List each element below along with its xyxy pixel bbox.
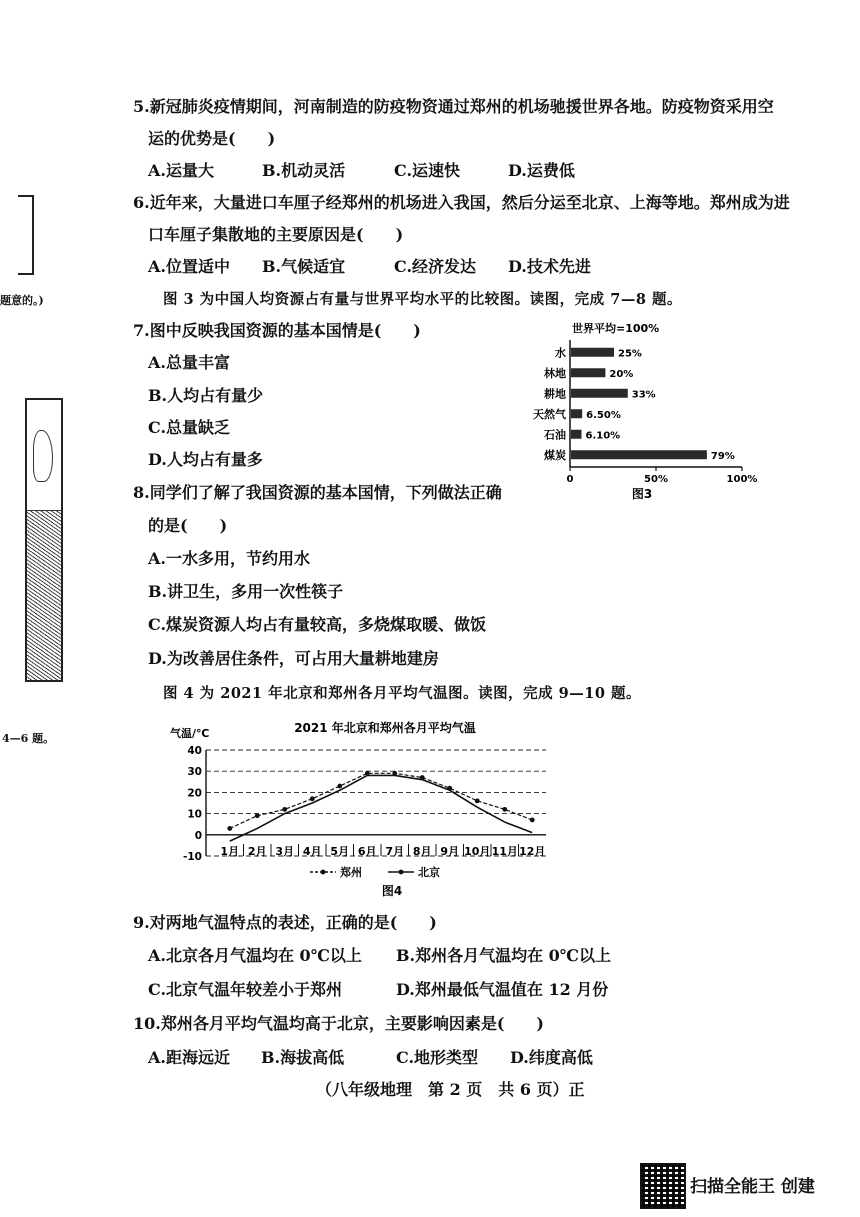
q8-option-d: D.为改善居住条件，可占用大量耕地建房 xyxy=(148,649,439,668)
margin-note-bottom: 4—6 题。 xyxy=(2,732,55,745)
q8-option-b: B.讲卫生，多用一次性筷子 xyxy=(148,582,344,601)
fig3-x-tick-label: 50% xyxy=(644,474,668,485)
fig3-bar xyxy=(571,450,707,459)
margin-map-fragment xyxy=(25,398,63,682)
scanner-watermark: 扫描全能王 创建 xyxy=(690,1177,815,1197)
fig4-legend-label: 北京 xyxy=(418,866,440,879)
q9-stem: 9.对两地气温特点的表述，正确的是( ) xyxy=(133,913,437,932)
q5-option-a: A.运量大 xyxy=(148,161,214,180)
q7-stem: 7.图中反映我国资源的基本国情是( ) xyxy=(133,321,421,340)
fig3-bar-chart xyxy=(520,316,780,506)
fig4-point xyxy=(530,818,535,823)
fig4-y-tick-label: 30 xyxy=(187,766,202,779)
q6-line1: 6.近年来，大量进口车厘子经郑州的机场进入我国，然后分运至北京、上海等地。郑州成为进 xyxy=(133,193,790,212)
q7-option-b: B.人均占有量少 xyxy=(148,386,264,405)
fig4-x-tick-label: 3月 xyxy=(275,845,295,858)
fig3-bar xyxy=(571,409,582,418)
fig3-x-tick-label: 0 xyxy=(566,474,574,485)
fig3-category-label: 耕地 xyxy=(544,387,566,401)
q9-option-c: C.北京气温年较差小于郑州 xyxy=(148,980,343,999)
margin-bracket xyxy=(18,195,34,275)
q6-option-b: B.气候适宜 xyxy=(262,257,346,276)
q10-option-d: D.纬度高低 xyxy=(510,1048,593,1067)
margin-note-top: 题意的。) xyxy=(0,294,44,307)
fig4-x-tick-label: 5月 xyxy=(330,845,350,858)
fig3-category-label: 煤炭 xyxy=(544,448,566,462)
q8-option-c: C.煤炭资源人均占有量较高，多烧煤取暖、做饭 xyxy=(148,615,487,634)
fig3-value-label: 79% xyxy=(710,450,735,462)
fig4-point xyxy=(310,796,315,801)
fig4-line-chart xyxy=(160,712,580,902)
q8-line2: 的是( ) xyxy=(148,516,228,535)
q5-line1: 5.新冠肺炎疫情期间，河南制造的防疫物资通过郑州的机场驰援世界各地。防疫物资采用空 xyxy=(133,97,774,116)
fig4-point xyxy=(337,784,342,789)
q5-option-c: C.运速快 xyxy=(394,161,461,180)
q9-option-d: D.郑州最低气温值在 12 月份 xyxy=(396,980,609,999)
fig4-y-tick-label: -10 xyxy=(183,851,202,863)
q6-line2: 口车厘子集散地的主要原因是( ) xyxy=(148,225,404,244)
fig3-caption: 图3 xyxy=(631,487,653,501)
fig4-point xyxy=(475,798,480,803)
fig3-value-label: 6.10% xyxy=(585,430,621,442)
q6-option-c: C.经济发达 xyxy=(394,257,477,276)
fig4-caption: 图4 xyxy=(381,884,403,898)
intro-fig3: 图 3 为中国人均资源占有量与世界平均水平的比较图。读图，完成 7—8 题。 xyxy=(163,291,682,308)
q10-option-a: A.距海远近 xyxy=(148,1048,230,1067)
fig4-y-tick-label: 0 xyxy=(194,829,202,842)
fig3-value-label: 6.50% xyxy=(586,409,621,421)
q10-option-b: B.海拔高低 xyxy=(261,1048,345,1067)
fig4-point xyxy=(502,807,507,812)
fig4-legend-label: 郑州 xyxy=(340,866,362,879)
fig3-value-label: 25% xyxy=(618,348,642,360)
fig3-value-label: 33% xyxy=(631,389,656,401)
fig4-y-tick-label: 10 xyxy=(187,808,202,821)
fig4-y-tick-label: 40 xyxy=(187,745,202,757)
q9-option-a: A.北京各月气温均在 0℃以上 xyxy=(148,946,362,965)
fig4-series-line-郑州 xyxy=(230,773,533,828)
q10-stem: 10.郑州各月平均气温均高于北京，主要影响因素是( ) xyxy=(133,1014,544,1033)
page-footer: （八年级地理 第 2 页 共 6 页）正 xyxy=(316,1080,585,1099)
q7-option-d: D.人均占有量多 xyxy=(148,450,263,469)
fig3-category-label: 林地 xyxy=(544,366,566,380)
q5-line2: 运的优势是( ) xyxy=(148,129,276,148)
fig4-x-tick-label: 1月 xyxy=(220,845,240,858)
fig3-title: 世界平均=100% xyxy=(572,322,660,335)
q7-option-a: A.总量丰富 xyxy=(148,353,230,372)
q10-option-c: C.地形类型 xyxy=(396,1048,479,1067)
fig4-legend-marker xyxy=(399,870,404,875)
fig4-x-tick-label: 9月 xyxy=(440,845,460,858)
fig3-bar xyxy=(571,430,581,439)
fig3-bar xyxy=(571,348,614,357)
fig4-x-tick-label: 10月 xyxy=(464,845,491,858)
q9-option-b: B.郑州各月气温均在 0℃以上 xyxy=(396,946,611,965)
fig3-category-label: 天然气 xyxy=(533,407,566,421)
q5-option-d: D.运费低 xyxy=(508,161,575,180)
fig4-x-tick-label: 8月 xyxy=(412,845,432,858)
q8-line1: 8.同学们了解了我国资源的基本国情，下列做法正确 xyxy=(133,483,502,502)
fig3-bar xyxy=(571,368,605,377)
fig3-category-label: 石油 xyxy=(544,428,566,442)
q6-option-a: A.位置适中 xyxy=(148,257,230,276)
intro-fig4: 图 4 为 2021 年北京和郑州各月平均气温图。读图，完成 9—10 题。 xyxy=(163,685,641,702)
q6-option-d: D.技术先进 xyxy=(508,257,591,276)
fig4-x-tick-label: 11月 xyxy=(491,845,518,858)
q7-option-c: C.总量缺乏 xyxy=(148,418,231,437)
fig4-x-tick-label: 12月 xyxy=(519,845,546,858)
fig4-point xyxy=(282,807,287,812)
fig4-x-tick-label: 7月 xyxy=(385,845,405,858)
fig4-title: 2021 年北京和郑州各月平均气温 xyxy=(294,721,476,735)
fig3-value-label: 20% xyxy=(609,368,634,380)
fig4-series-line-北京 xyxy=(230,775,533,841)
fig3-category-label: 水 xyxy=(555,346,566,360)
qr-code-icon xyxy=(640,1163,686,1209)
q5-option-b: B.机动灵活 xyxy=(262,161,346,180)
fig4-x-tick-label: 6月 xyxy=(357,845,377,858)
q8-option-a: A.一水多用，节约用水 xyxy=(148,549,310,568)
fig4-legend-marker xyxy=(321,870,326,875)
fig3-x-tick-label: 100% xyxy=(726,474,758,485)
fig4-point xyxy=(255,813,260,818)
fig4-x-tick-label: 2月 xyxy=(247,845,267,858)
fig4-x-tick-label: 4月 xyxy=(302,845,322,858)
fig4-point xyxy=(227,826,232,831)
fig3-bar xyxy=(571,389,628,398)
fig4-ylabel: 气温/℃ xyxy=(170,727,210,740)
fig4-y-tick-label: 20 xyxy=(187,787,202,800)
